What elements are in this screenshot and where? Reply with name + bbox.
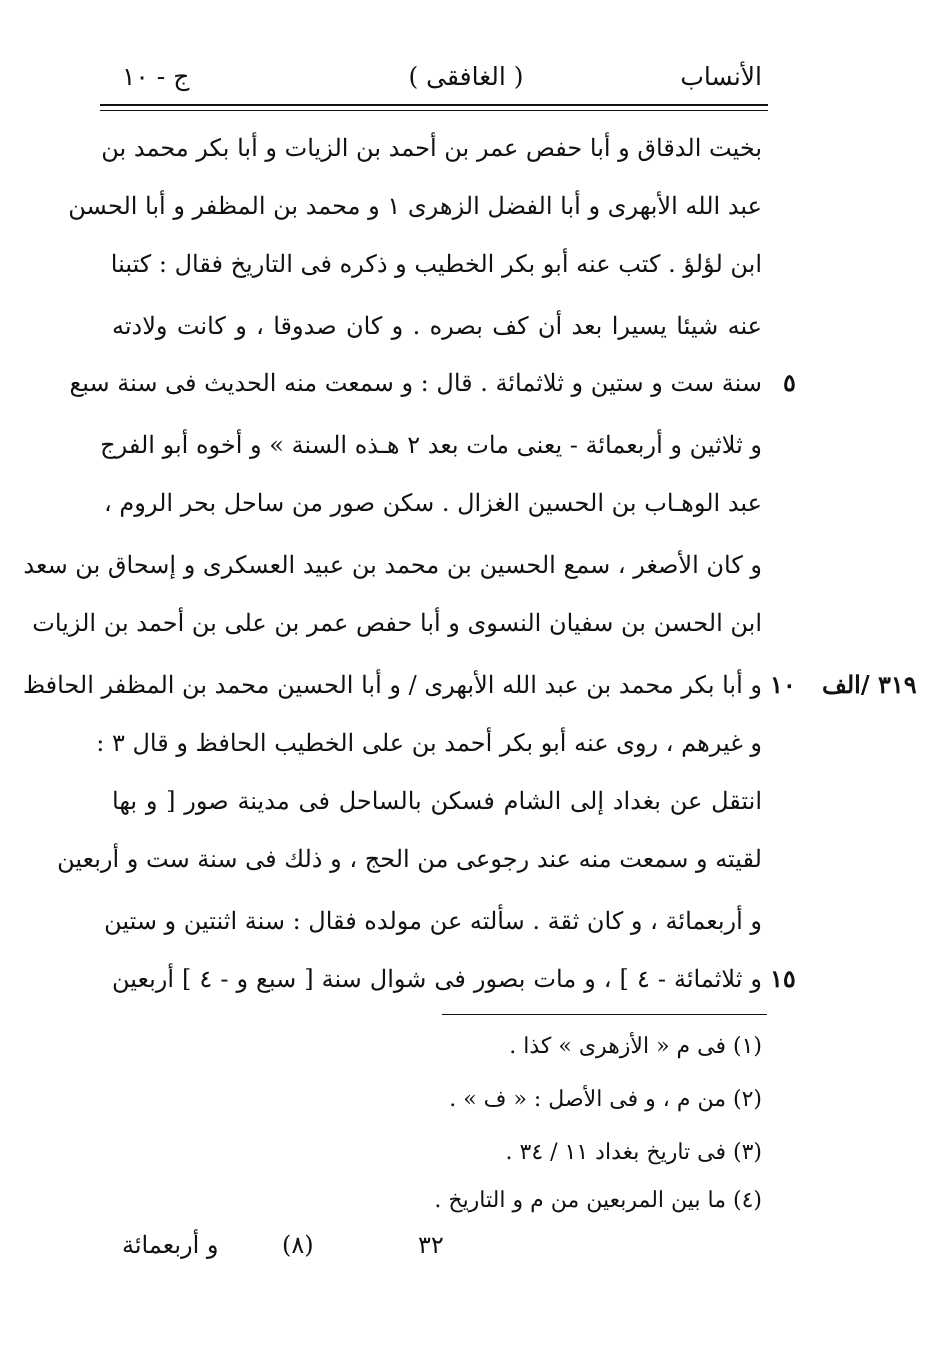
footnote-2: (٢) من م ، و فى الأصل : « ف » .: [449, 1087, 762, 1112]
text-line-4: عنه شيئا يسيرا بعد أن كف بصره . و كان صدوقا ، و كانت ولادته: [112, 312, 762, 340]
header-rule: [100, 104, 768, 106]
folio-marker: ٣١٩ /الف: [822, 670, 917, 699]
page-number: ٣٢: [418, 1231, 444, 1259]
text-line-8: و كان الأصغر ، سمع الحسين بن محمد بن عبيد العسكرى و إسحاق بن سعد: [23, 551, 762, 579]
header-rule-thin: [100, 110, 768, 111]
entry-title: ( الغافقى ): [408, 62, 524, 91]
footnote-3: (٣) فى تاريخ بغداد ١١ / ٣٤ .: [505, 1140, 762, 1165]
footnote-4: (٤) ما بين المربعين من م و التاريخ .: [434, 1188, 762, 1213]
text-line-9: ابن الحسن بن سفيان النسوى و أبا حفص عمر بن على بن أحمد بن الزيات: [32, 609, 762, 637]
text-line-6: و ثلاثين و أربعمائة - يعنى مات بعد ٢ هـذه السنة » و أخوه أبو الفرج: [100, 431, 762, 459]
text-line-14: و أربعمائة ، و كان ثقة . سألته عن مولده فقال : سنة اثنتين و ستين: [104, 907, 762, 935]
footnote-1: (١) فى م « الأزهرى » كذا .: [509, 1034, 762, 1059]
text-line-11: و غيرهم ، روى عنه أبو بكر أحمد بن على الخطيب الحافظ و قال ٣ :: [96, 729, 762, 757]
volume-label: ج - ١٠: [122, 62, 190, 91]
line-number-5: ٥: [783, 368, 796, 397]
text-line-5: سنة ست و ستين و ثلاثمائة . قال : و سمعت منه الحديث فى سنة سبع: [69, 369, 762, 397]
text-line-7: عبد الوهـاب بن الحسين الغزال . سكن صور من ساحل بحر الروم ،: [104, 489, 762, 517]
text-line-12: انتقل عن بغداد إلى الشام فسكن بالساحل فى مدينة صور [ و بها: [112, 787, 762, 815]
text-line-1: بخيت الدقاق و أبا حفص عمر بن أحمد بن الزيات و أبا بكر محمد بن: [101, 134, 762, 162]
text-line-3: ابن لؤلؤ . كتب عنه أبو بكر الخطيب و ذكره فى التاريخ فقال : كتبنا: [110, 250, 762, 278]
running-title: الأنساب: [680, 62, 762, 91]
text-line-13: لقيته و سمعت منه عند رجوعى من الحج ، و ذلك فى سنة ست و أربعين: [57, 845, 762, 873]
line-number-15: ١٥: [770, 964, 796, 993]
line-number-10: ١٠: [770, 670, 796, 699]
text-line-10: و أبا بكر محمد بن عبد الله الأبهرى / و أبا الحسين محمد بن المظفر الحافظ: [22, 671, 762, 699]
text-line-15: و ثلاثمائة - ٤ ] ، و مات بصور فى شوال سنة [ سبع و - ٤ ] أربعين: [112, 965, 762, 993]
catchword: و أربعمائة: [122, 1231, 219, 1259]
signature-mark: (٨): [282, 1231, 314, 1259]
footnote-rule: [442, 1014, 767, 1015]
text-line-2: عبد الله الأبهرى و أبا الفضل الزهرى ١ و محمد بن المظفر و أبا الحسن: [68, 192, 762, 220]
